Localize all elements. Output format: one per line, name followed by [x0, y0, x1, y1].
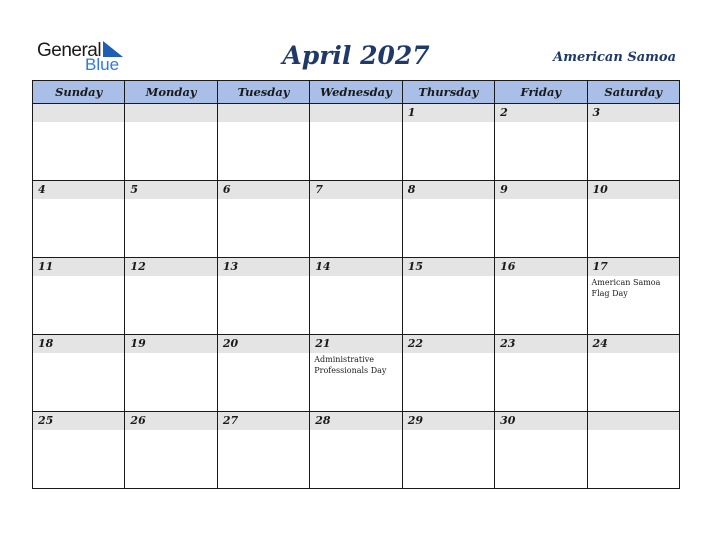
week-row — [33, 412, 680, 489]
day-number: 22 — [403, 335, 494, 353]
day-cell — [33, 258, 125, 335]
day-cell — [217, 258, 309, 335]
day-number: 19 — [125, 335, 216, 353]
weekday-friday: Friday — [495, 81, 587, 104]
weekday-thursday: Thursday — [402, 81, 494, 104]
logo-word-blue: Blue — [85, 55, 120, 74]
day-cell — [402, 412, 494, 489]
day-number: 26 — [125, 412, 216, 430]
day-number: 13 — [218, 258, 309, 276]
day-number: 25 — [33, 412, 124, 430]
day-number: 29 — [403, 412, 494, 430]
day-number: 3 — [588, 104, 679, 122]
day-cell — [33, 181, 125, 258]
day-number: 24 — [588, 335, 679, 353]
day-number: 2 — [495, 104, 586, 122]
day-cell — [402, 258, 494, 335]
weekday-monday: Monday — [125, 81, 217, 104]
day-number: 27 — [218, 412, 309, 430]
week-row — [33, 181, 680, 258]
day-cell — [310, 412, 402, 489]
logo-word-general: General — [37, 40, 102, 61]
day-cell — [310, 181, 402, 258]
day-number — [588, 412, 679, 430]
week-row — [33, 335, 680, 412]
day-cell — [217, 104, 309, 181]
day-cell — [587, 104, 679, 181]
day-cell — [495, 258, 587, 335]
day-number: 11 — [33, 258, 124, 276]
week-row — [33, 104, 680, 181]
day-cell — [402, 335, 494, 412]
day-cell — [125, 335, 217, 412]
day-number: 5 — [125, 181, 216, 199]
day-number — [125, 104, 216, 122]
day-number: 16 — [495, 258, 586, 276]
day-number — [310, 104, 401, 122]
day-cell — [33, 412, 125, 489]
day-cell — [217, 335, 309, 412]
day-cell — [402, 104, 494, 181]
day-number: 6 — [218, 181, 309, 199]
calendar-title: April 2027 — [282, 41, 430, 70]
day-cell — [495, 104, 587, 181]
day-cell — [495, 335, 587, 412]
day-cell — [310, 258, 402, 335]
day-number: 10 — [588, 181, 679, 199]
day-number: 14 — [310, 258, 401, 276]
day-cell — [217, 181, 309, 258]
day-number: 28 — [310, 412, 401, 430]
day-number: 30 — [495, 412, 586, 430]
day-cell — [217, 412, 309, 489]
day-number: 20 — [218, 335, 309, 353]
day-number — [33, 104, 124, 122]
day-cell — [33, 104, 125, 181]
week-row — [33, 258, 680, 335]
holiday-event: American Samoa Flag Day — [591, 278, 661, 298]
day-cell — [402, 181, 494, 258]
holiday-event: Administrative Professionals Day — [314, 355, 387, 375]
day-number — [218, 104, 309, 122]
weekday-wednesday: Wednesday — [310, 81, 402, 104]
day-number: 23 — [495, 335, 586, 353]
day-cell — [125, 104, 217, 181]
day-number: 9 — [495, 181, 586, 199]
weekday-tuesday: Tuesday — [217, 81, 309, 104]
calendar-grid — [32, 80, 680, 489]
day-cell — [125, 181, 217, 258]
day-number: 18 — [33, 335, 124, 353]
day-number: 15 — [403, 258, 494, 276]
day-number: 1 — [403, 104, 494, 122]
day-number: 12 — [125, 258, 216, 276]
country-name: American Samoa — [553, 50, 676, 65]
weekday-sunday: Sunday — [33, 81, 125, 104]
day-cell — [125, 258, 217, 335]
day-cell — [310, 104, 402, 181]
day-cell — [495, 412, 587, 489]
day-cell — [587, 412, 679, 489]
day-cell — [33, 335, 125, 412]
day-number: 7 — [310, 181, 401, 199]
day-cell — [587, 181, 679, 258]
weekday-header-row — [33, 81, 680, 104]
weekday-saturday: Saturday — [587, 81, 679, 104]
day-cell — [587, 335, 679, 412]
day-cell — [310, 335, 402, 412]
day-cell — [495, 181, 587, 258]
day-number: 8 — [403, 181, 494, 199]
day-number: 21 — [310, 335, 401, 353]
day-cell — [125, 412, 217, 489]
day-number: 4 — [33, 181, 124, 199]
day-cell — [587, 258, 679, 335]
day-number: 17 — [588, 258, 679, 276]
